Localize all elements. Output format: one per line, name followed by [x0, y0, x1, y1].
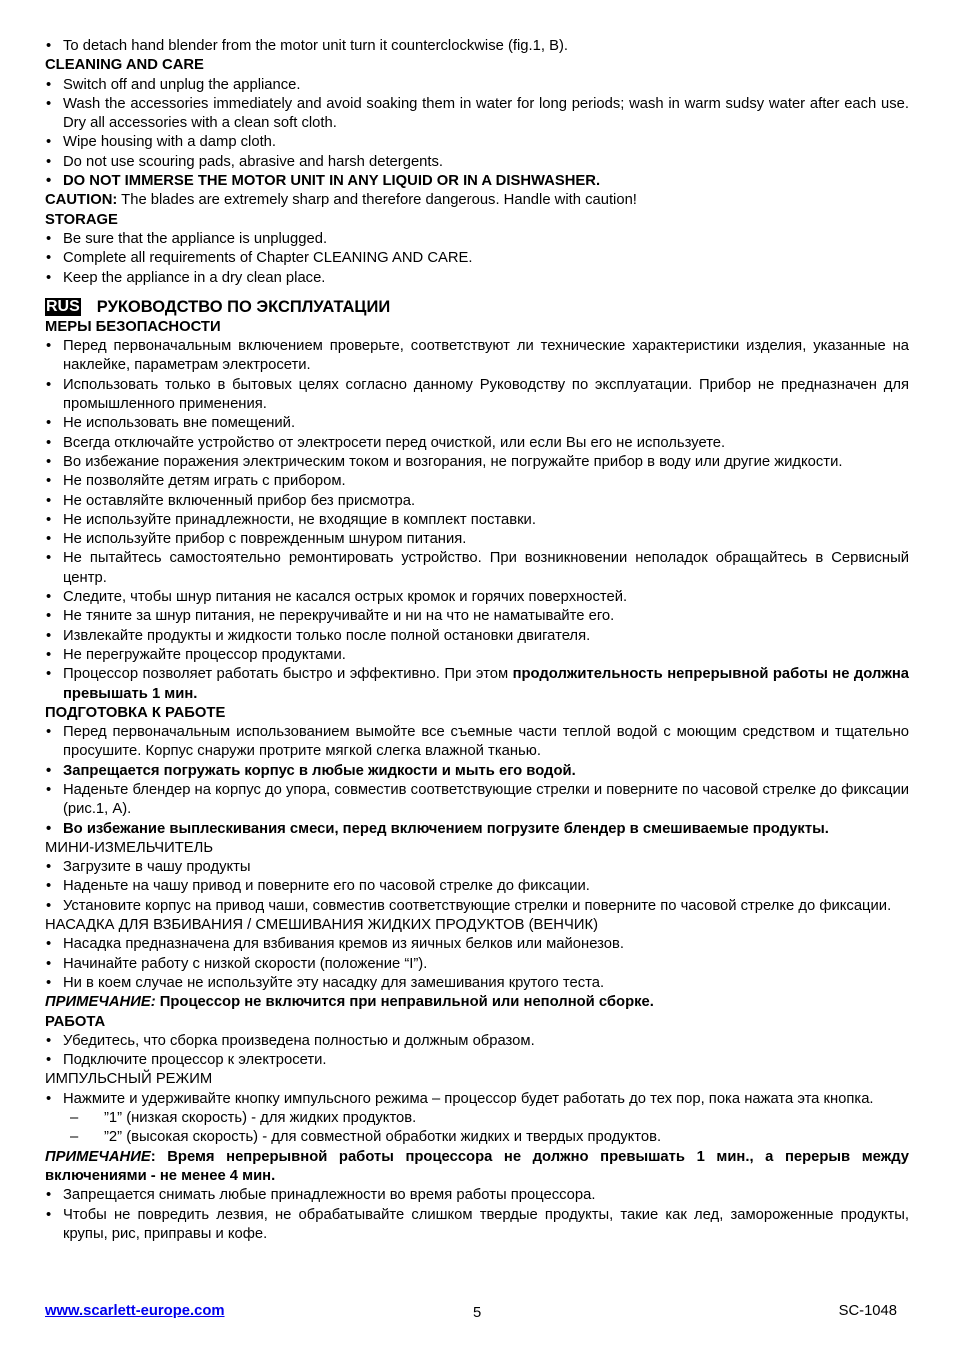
list-item: • Do not use scouring pads, abrasive and harsh detergents.: [45, 153, 909, 172]
list-item: [45, 665, 909, 704]
model-number: SC-1048: [838, 1303, 897, 1319]
note-label: ПРИМЕЧАНИЕ:: [45, 994, 156, 1011]
list-item: • DO NOT IMMERSE THE MOTOR UNIT IN ANY LIQUID OR IN A DISHWASHER.: [45, 172, 909, 191]
list-item: • Не позволяйте детям играть с прибором.: [45, 472, 909, 491]
list-item: • Switch off and unplug the appliance.: [45, 76, 909, 95]
russian-section: [45, 318, 909, 1244]
language-badge: RUS: [46, 297, 80, 315]
list-item: • Во избежание выплескивания смеси, перед включением погрузите блендер в смешиваемые продукты.: [45, 820, 909, 839]
section-heading: CLEANING AND CARE: [45, 57, 204, 74]
list-item: • Извлекайте продукты и жидкости только после полной остановки двигателя.: [45, 627, 909, 646]
note-label: ПРИМЕЧАНИЕ: [45, 1148, 151, 1165]
document-body: [45, 37, 909, 1244]
list-item: • Запрещается снимать любые принадлежности во время работы процессора.: [45, 1186, 909, 1205]
list-item: • Wipe housing with a damp cloth.: [45, 133, 909, 152]
list-item: • Be sure that the appliance is unplugged.: [45, 230, 909, 249]
list-item: • Не тяните за шнур питания, не перекручивайте и ни на что не наматывайте его.: [45, 607, 909, 626]
section-heading: РАБОТА: [45, 1013, 106, 1030]
note-paragraph: [45, 993, 909, 1012]
dash-list-item: – ”2” (высокая скорость) - для совместной обработки жидких и твердых продуктов.: [45, 1128, 909, 1147]
section-heading: МЕРЫ БЕЗОПАСНОСТИ: [45, 318, 221, 335]
list-item: • Чтобы не повредить лезвия, не обрабатывайте слишком твердые продукты, такие как лед, замороженные продукты, крупы, рис, приправы и кофе.: [45, 1206, 909, 1245]
list-item: • Keep the appliance in a dry clean place.: [45, 269, 909, 288]
list-item: • Не перегружайте процессор продуктами.: [45, 646, 909, 665]
subsection-heading: ИМПУЛЬСНЫЙ РЕЖИМ: [45, 1071, 213, 1088]
rus-section-header: [45, 297, 909, 317]
dash-list-item: – ”1” (низкая скорость) - для жидких продуктов.: [45, 1109, 909, 1128]
list-item: • Нажмите и удерживайте кнопку импульсного режима – процессор будет работать до тех пор, пока нажата эта кнопка.: [45, 1090, 909, 1109]
list-item: • Убедитесь, что сборка произведена полностью и должным образом.: [45, 1032, 909, 1051]
list-item: • Установите корпус на привод чаши, совместив соответствующие стрелки и поверните по часовой стрелке до фиксации.: [45, 897, 909, 916]
list-item: • Во избежание поражения электрическим током и возгорания, не погружайте прибор в воду или другие жидкости.: [45, 453, 909, 472]
list-item: • Наденьте блендер на корпус до упора, совместив соответствующие стрелки и поверните по часовой стрелке до фиксации (рис.1, А).: [45, 781, 909, 820]
list-item: • Complete all requirements of Chapter CLEANING AND CARE.: [45, 249, 909, 268]
list-item: • Не пытайтесь самостоятельно ремонтировать устройство. При возникновении неполадок обращайтесь в Сервисный центр.: [45, 549, 909, 588]
list-item: • Загрузите в чашу продукты: [45, 858, 909, 877]
page-number: 5: [473, 1305, 482, 1321]
list-item: • Ни в коем случае не используйте эту насадку для замешивания крутого теста.: [45, 974, 909, 993]
section-heading: STORAGE: [45, 211, 118, 228]
subsection-heading: НАСАДКА ДЛЯ ВЗБИВАНИЯ / СМЕШИВАНИЯ ЖИДКИХ ПРОДУКТОВ (ВЕНЧИК): [45, 917, 599, 934]
list-item: • Запрещается погружать корпус в любые жидкости и мыть его водой.: [45, 762, 909, 781]
list-item: • Wash the accessories immediately and avoid soaking them in water for long periods; wash in warm sudsy water after each use. Dry all accessories with a clean soft cloth.: [45, 95, 909, 134]
list-item: • Не использовать вне помещений.: [45, 414, 909, 433]
list-item-text: Процессор позволяет работать быстро и эффективно. При этом: [63, 666, 513, 683]
note-text: Процессор не включится при неправильной или неполной сборке.: [155, 994, 654, 1011]
list-item-emphasis: продолжительность непрерывной работы не должна превышать 1 мин.: [63, 666, 909, 702]
caution-text: The blades are extremely sharp and therefore dangerous. Handle with caution!: [117, 192, 637, 209]
page-footer: [45, 1302, 897, 1322]
list-item: • Подключите процессор к электросети.: [45, 1051, 909, 1070]
website-link[interactable]: www.scarlett-europe.com: [45, 1303, 225, 1319]
subsection-heading: МИНИ-ИЗМЕЛЬЧИТЕЛЬ: [45, 839, 214, 856]
list-item: • Всегда отключайте устройство от электросети перед очисткой, или если Вы его не используете.: [45, 434, 909, 453]
note-paragraph: [45, 1148, 909, 1187]
section-title: РУКОВОДСТВО ПО ЭКСПЛУАТАЦИИ: [96, 297, 391, 316]
note-text: : Время непрерывной работы процессора не должно превышать 1 мин., а перерыв между включениями - не менее 4 мин.: [45, 1148, 909, 1184]
list-item: • Не оставляйте включенный прибор без присмотра.: [45, 492, 909, 511]
list-item: • Не используйте принадлежности, не входящие в комплект поставки.: [45, 511, 909, 530]
list-item: • Следите, чтобы шнур питания не касался острых кромок и горячих поверхностей.: [45, 588, 909, 607]
section-heading: ПОДГОТОВКА К РАБОТЕ: [45, 704, 226, 721]
list-item: • To detach hand blender from the motor unit turn it counterclockwise (fig.1, B).: [45, 37, 909, 56]
caution-label: CAUTION:: [45, 192, 118, 209]
list-item: • Использовать только в бытовых целях согласно данному Руководству по эксплуатации. Прибор не предназначен для промышленного применения.: [45, 376, 909, 415]
caution-paragraph: [45, 191, 909, 210]
list-item: • Наденьте на чашу привод и поверните его по часовой стрелке до фиксации.: [45, 877, 909, 896]
list-item: • Перед первоначальным использованием вымойте все съемные части теплой водой с моющим средством и тщательно просушите. Корпус снаружи протрите мягкой слегка влажной тканью.: [45, 723, 909, 762]
list-item: • Насадка предназначена для взбивания кремов из яичных белков или майонезов.: [45, 935, 909, 954]
english-section: [45, 37, 909, 288]
list-item: • Перед первоначальным включением проверьте, соответствуют ли технические характеристики изделия, указанные на наклейке, параметрам электросети.: [45, 337, 909, 376]
list-item: • Не используйте прибор с поврежденным шнуром питания.: [45, 530, 909, 549]
list-item: • Начинайте работу с низкой скорости (положение “I”).: [45, 955, 909, 974]
